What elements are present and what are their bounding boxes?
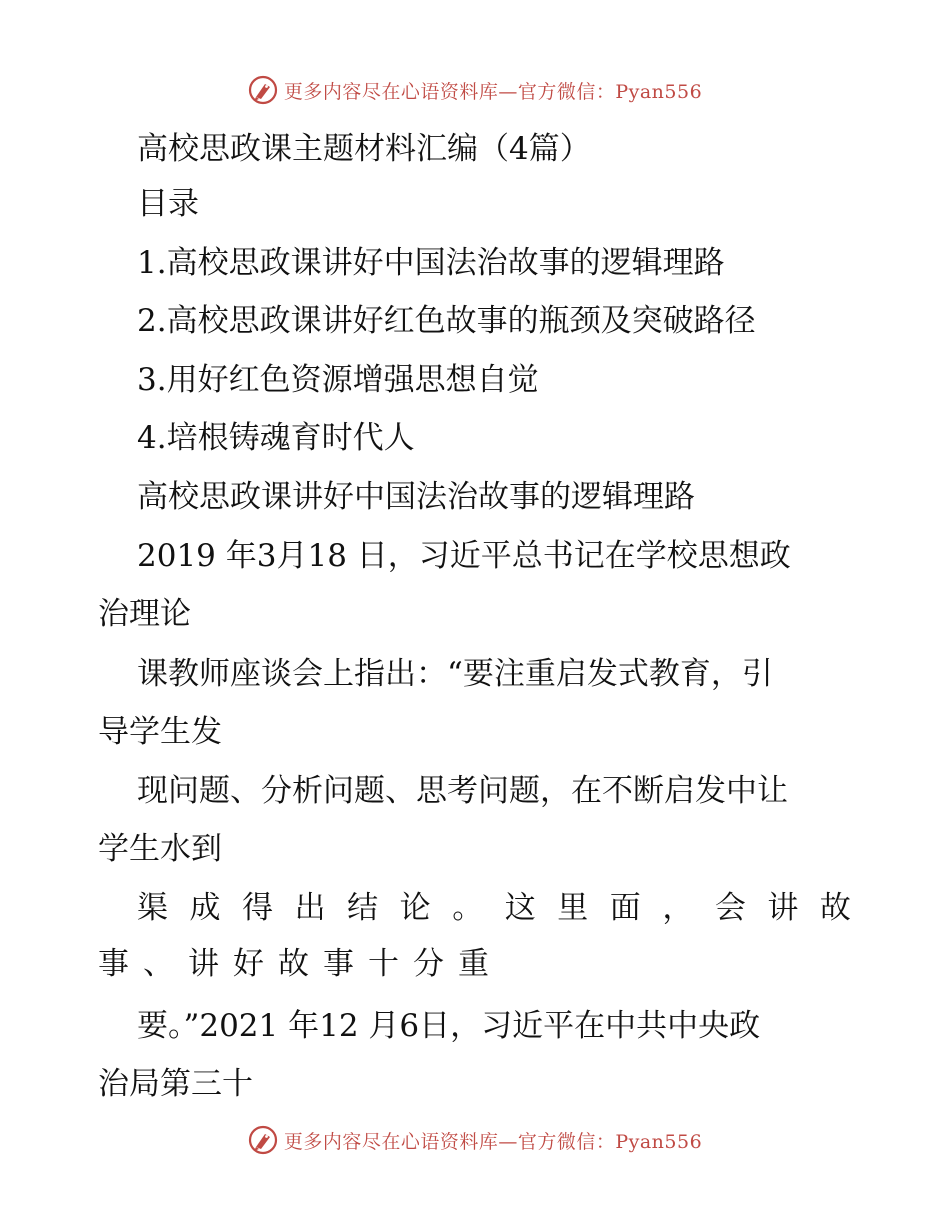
justified-char: 成: [189, 890, 221, 926]
body-line: 治局第三十: [98, 1066, 253, 1102]
justified-char: 讲: [767, 890, 799, 926]
justified-char: 故: [819, 890, 851, 926]
body-line: 学生水到: [98, 831, 222, 867]
body-line: 事、讲好故事十分重: [98, 946, 503, 982]
toc-item: 4.培根铸魂育时代人: [137, 420, 415, 456]
section-title: 高校思政课讲好中国法治故事的逻辑理路: [137, 479, 695, 515]
body-line: 治理论: [98, 596, 191, 632]
body-line-justified: [137, 888, 851, 928]
toc-item: 2.高校思政课讲好红色故事的瓶颈及突破路径: [137, 303, 756, 339]
toc-item: 3.用好红色资源增强思想自觉: [137, 362, 539, 398]
justified-char: 会: [714, 890, 746, 926]
justified-char: 。: [452, 890, 484, 926]
header-banner: [0, 70, 950, 110]
justified-char: 结: [347, 890, 379, 926]
footer-slogan: 更多内容尽在心语资料库—官方微信：Pyan556: [283, 1130, 703, 1153]
justified-char: 渠: [137, 890, 168, 926]
justified-char: 里: [557, 890, 589, 926]
header-slogan: 更多内容尽在心语资料库—官方微信：Pyan556: [283, 80, 703, 103]
pen-nib-logo-icon: [248, 1125, 278, 1155]
body-line: 2019 年3月18 日，习近平总书记在学校思想政: [137, 538, 791, 574]
toc-heading: 目录: [137, 186, 199, 222]
toc-item: 1.高校思政课讲好中国法治故事的逻辑理路: [137, 245, 725, 281]
footer-banner: [0, 1120, 950, 1160]
justified-char: 面: [609, 890, 641, 926]
justified-char: 出: [294, 890, 326, 926]
justified-char: 得: [242, 890, 274, 926]
document-title: 高校思政课主题材料汇编（4篇）: [137, 131, 591, 167]
body-line: 导学生发: [98, 714, 222, 750]
body-line: 现问题、分析问题、思考问题，在不断启发中让: [137, 773, 788, 809]
body-line: 要。”2021 年12 月6日，习近平在中共中央政: [137, 1008, 761, 1044]
justified-char: 这: [504, 890, 536, 926]
pen-nib-logo-icon: [248, 75, 278, 105]
body-line: 课教师座谈会上指出：“要注重启发式教育，引: [137, 656, 773, 692]
justified-char: ，: [662, 890, 694, 926]
justified-char: 论: [399, 890, 431, 926]
